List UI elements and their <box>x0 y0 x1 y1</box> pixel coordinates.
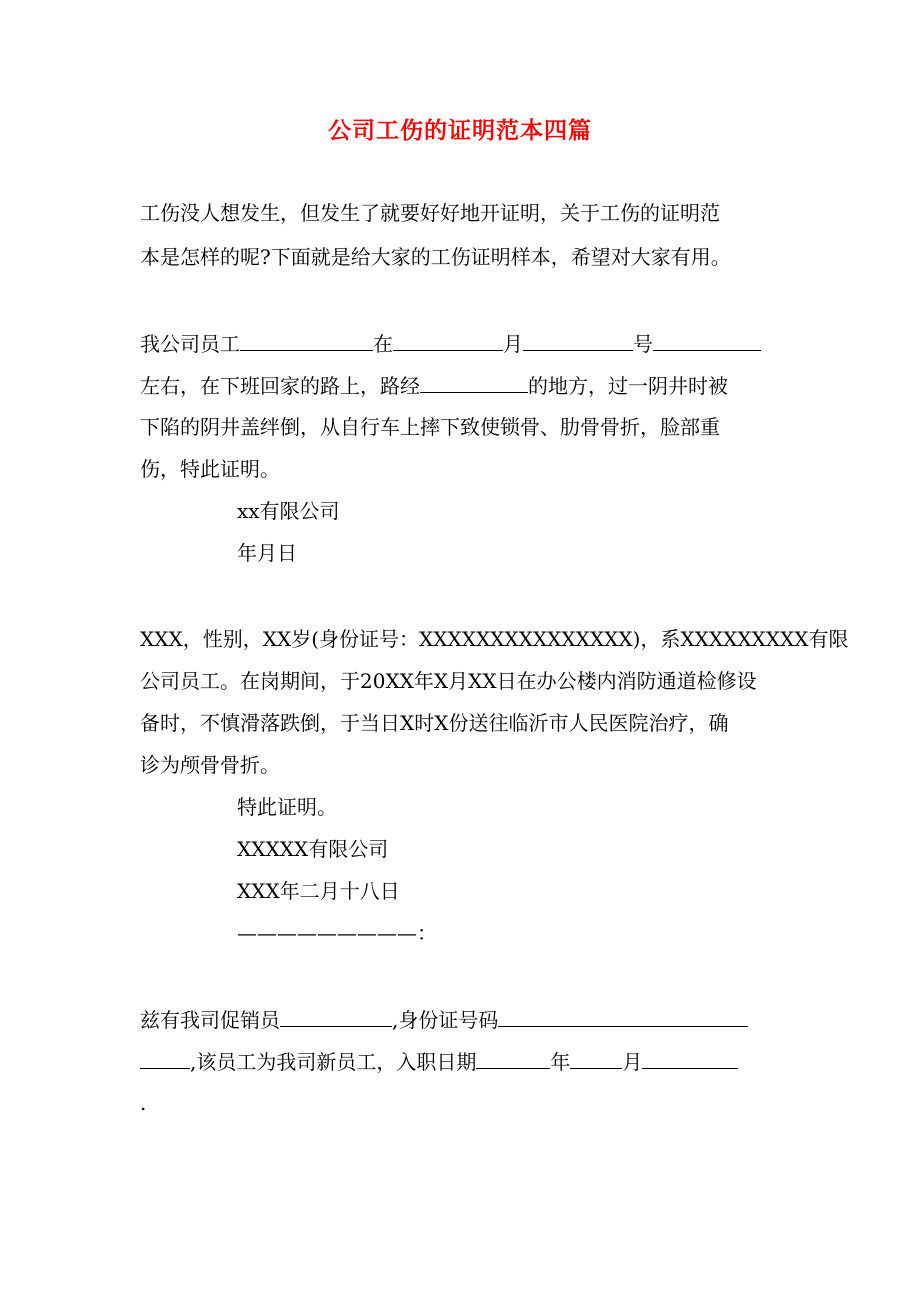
sample1-line-3: 下陷的阴井盖绊倒，从自行车上摔下致使锁骨、肋骨骨折，脸部重 <box>140 415 720 439</box>
blank-time <box>653 329 761 351</box>
text: 号 <box>633 332 653 356</box>
blank-month <box>570 1047 622 1069</box>
sample2-line-2: 公司员工。在岗期间，于20XX年X月XX日在办公楼内消防通道检修设 <box>140 669 757 693</box>
text: 左右，在下班回家的路上，路经 <box>140 374 420 398</box>
sample2-date: XXX年二月十八日 <box>237 879 400 903</box>
sample1-line-4: 伤，特此证明。 <box>140 457 280 481</box>
blank-location <box>420 371 528 393</box>
text: 月 <box>503 332 523 356</box>
text: 年 <box>550 1050 571 1074</box>
text: 兹有我司促销员 <box>140 1008 280 1032</box>
sample3-line-3: . <box>140 1091 147 1115</box>
sample2-dashes: —————————： <box>237 921 437 945</box>
text: 月 <box>622 1050 643 1074</box>
blank-day <box>642 1047 738 1069</box>
blank-promoter-name <box>280 1005 392 1027</box>
text: 在 <box>373 332 393 356</box>
blank-month <box>393 329 503 351</box>
sample2-closing: 特此证明。 <box>237 795 337 819</box>
blank-id-number <box>498 1005 748 1027</box>
sample2-line-3: 备时，不慎滑落跌倒，于当日X时X份送往临沂市人民医院治疗，确 <box>140 711 729 735</box>
sample1-line-1 <box>140 329 761 358</box>
text: 我公司员工 <box>140 332 240 356</box>
text: 的地方，过一阴井时被 <box>528 374 728 398</box>
text: ,该员工为我司新员工，入职日期 <box>190 1050 477 1074</box>
sample2-company: XXXXX有限公司 <box>237 837 389 861</box>
sample1-date: 年月日 <box>237 541 297 565</box>
blank-year <box>476 1047 550 1069</box>
blank-id-number-continued <box>140 1047 190 1069</box>
intro-line: 本是怎样的呢?下面就是给大家的工伤证明样本，希望对大家有用。 <box>140 245 731 269</box>
text: ,身份证号码 <box>392 1008 499 1032</box>
sample1-line-2 <box>140 371 728 400</box>
sample2-line-4: 诊为颅骨骨折。 <box>140 753 280 777</box>
sample2-line-1: XXX，性别，XX岁(身份证号：XXXXXXXXXXXXXXX)，系XXXXXXXXX有限 <box>140 627 849 651</box>
sample1-company: xx有限公司 <box>237 499 340 523</box>
sample3-line-2 <box>140 1047 738 1076</box>
blank-day <box>523 329 633 351</box>
intro-line: 工伤没人想发生，但发生了就要好好地开证明，关于工伤的证明范 <box>140 201 720 225</box>
blank-employee-name <box>240 329 373 351</box>
sample3-line-1 <box>140 1005 748 1034</box>
page-title: 公司工伤的证明范本四篇 <box>328 117 592 144</box>
